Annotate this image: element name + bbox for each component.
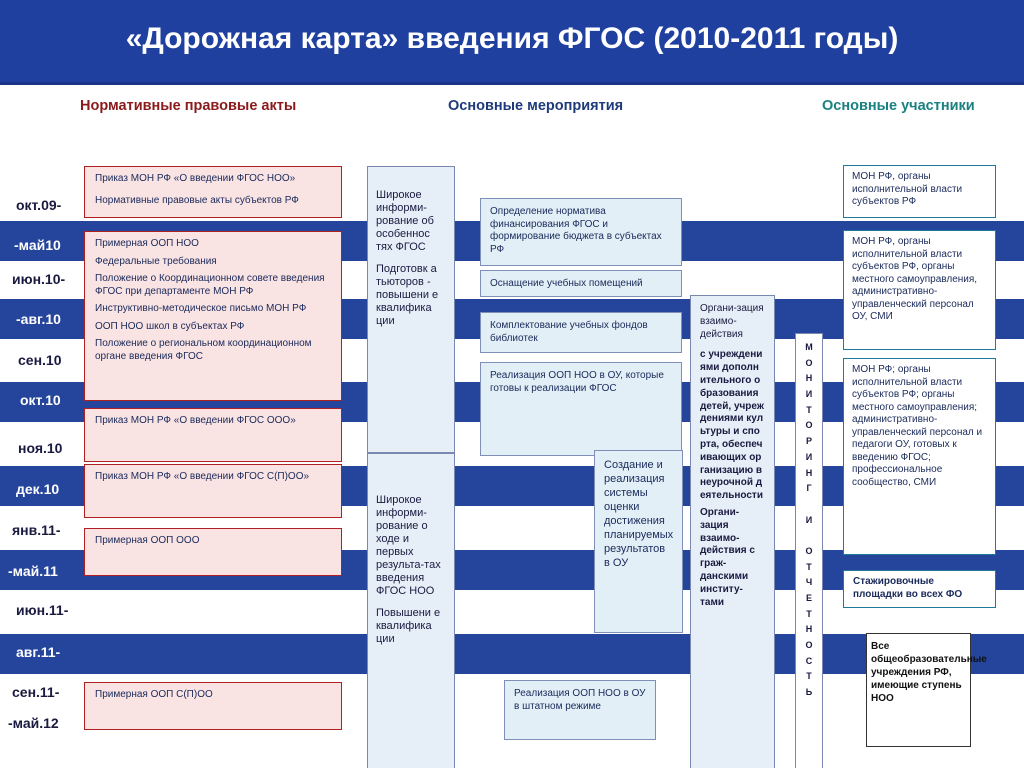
participants-text: Стажировочные площадки во всех ФО xyxy=(853,576,963,600)
info-text: Повышени е квалифика ции xyxy=(376,607,441,645)
monitoring-letter xyxy=(796,528,822,544)
monitoring-letter: И xyxy=(805,451,813,462)
monitoring-letter: Т xyxy=(806,608,812,619)
act-item: Примерная ООП С(П)ОО xyxy=(95,689,213,700)
timeline-date: июн.11- xyxy=(16,602,69,618)
column-header-participants: Основные участники xyxy=(822,98,975,114)
monitoring-letter: Е xyxy=(805,593,812,603)
monitoring-letter: Н xyxy=(805,373,813,384)
monitoring-letter: Ь xyxy=(805,687,813,698)
acts-box-6 xyxy=(84,682,342,730)
act-item: Положение о региональном координационном органе введения ФГОС xyxy=(95,338,312,362)
event-text: Оснащение учебных помещений xyxy=(490,278,643,289)
monitoring-letter: М xyxy=(805,342,813,352)
timeline-date: -май.12 xyxy=(8,715,59,731)
act-item: Приказ МОН РФ «О введении ФГОС ООО» xyxy=(95,415,296,426)
timeline-date: дек.10 xyxy=(16,481,60,497)
timeline-date: авг.11- xyxy=(16,644,61,660)
act-item: ООП НОО школ в субъектах РФ xyxy=(95,320,245,332)
monitoring-letter: И xyxy=(805,514,813,525)
monitoring-letter: Р xyxy=(805,436,812,447)
participants-text: МОН РФ, органы исполнительной власти субъектов РФ xyxy=(852,171,963,207)
info-column-upper xyxy=(367,166,455,453)
act-item: Нормативные правовые акты субъектов РФ xyxy=(95,194,299,206)
act-item: Приказ МОН РФ «О введении ФГОС НОО» xyxy=(95,173,296,184)
info-text: Широкое информи-рование о ходе и первых результа-тах введения ФГОС НОО xyxy=(376,494,441,597)
info-text: Подготовк а тьюторов - повышени е квалифика ции xyxy=(376,263,439,327)
event-text: Комплектование учебных фондов библиотек xyxy=(490,320,648,344)
event-box xyxy=(504,680,656,740)
participants-box-2 xyxy=(843,230,996,350)
monitoring-letter: Н xyxy=(805,624,813,635)
monitoring-letter xyxy=(796,497,822,513)
monitoring-letter: О xyxy=(805,545,813,556)
monitoring-letter: Т xyxy=(806,561,812,572)
acts-box-2 xyxy=(84,231,342,401)
timeline-date: сен.11- xyxy=(12,684,60,700)
monitoring-letter: Т xyxy=(806,671,812,682)
monitoring-letter: Г xyxy=(806,483,812,494)
timeline-date: окт.09- xyxy=(16,197,62,213)
column-header-acts: Нормативные правовые акты xyxy=(80,98,297,114)
column-header-events: Основные мероприятия xyxy=(448,98,624,114)
participants-text: Все общеобразовательные учреждения РФ, имеющие ступень НОО xyxy=(871,641,987,704)
event-box xyxy=(480,198,682,266)
event-box xyxy=(594,450,683,633)
act-item: Примерная ООП НОО xyxy=(95,238,199,249)
participants-box-1 xyxy=(843,165,996,218)
monitoring-text xyxy=(796,334,822,701)
participants-text: МОН РФ, органы исполнительной власти субъектов РФ, органы местного самоуправления, административно-управленческий персонал ОУ, СМИ xyxy=(852,236,978,322)
act-item: Инструктивно-методическое письмо МОН РФ xyxy=(95,303,307,314)
title-bar xyxy=(0,0,1024,85)
info-text: Широкое информи-рование об особеннос тях ФГОС xyxy=(376,189,434,253)
participants-box-4 xyxy=(843,570,996,608)
acts-box-5 xyxy=(84,528,342,576)
timeline-date: янв.11- xyxy=(12,522,61,538)
event-box xyxy=(480,362,682,456)
info-column-lower xyxy=(367,453,455,768)
monitoring-letter: Ч xyxy=(805,577,813,588)
monitoring-letter: С xyxy=(805,655,813,666)
act-item: Положение о Координационном совете введения ФГОС при департаменте МОН РФ xyxy=(95,273,325,297)
acts-box-1 xyxy=(84,166,342,218)
org-text: Органи-зация взаимо-действия с граж-данскими институ-тами xyxy=(700,506,755,608)
organization-column xyxy=(690,295,775,768)
participants-box-3 xyxy=(843,358,996,555)
event-text: Реализация ООП НОО в ОУ, которые готовы к реализации ФГОС xyxy=(490,370,664,394)
acts-box-4 xyxy=(84,464,342,518)
monitoring-letter: И xyxy=(805,389,813,400)
timeline-date: ноя.10 xyxy=(18,440,63,456)
acts-box-3 xyxy=(84,408,342,462)
timeline-date: окт.10 xyxy=(20,392,61,408)
act-item: Приказ МОН РФ «О введении ФГОС С(П)ОО» xyxy=(95,471,310,482)
event-text: Реализация ООП НОО в ОУ в штатном режиме xyxy=(514,688,646,712)
timeline-date: -май.11 xyxy=(8,563,58,579)
event-box xyxy=(480,312,682,353)
page-title: «Дорожная карта» введения ФГОС (2010-2011 годы) xyxy=(125,22,899,55)
act-item: Примерная ООП ООО xyxy=(95,535,200,546)
monitoring-letter: О xyxy=(805,357,813,368)
timeline-date: июн.10- xyxy=(12,271,66,287)
act-item: Федеральные требования xyxy=(95,255,217,267)
monitoring-letter: О xyxy=(805,640,813,651)
participants-box-5 xyxy=(866,633,987,747)
org-text: с учреждениями дополнительного образования детей, учреждениями культуры и спорта, обеспечивающих организацию внеурочной деятельности xyxy=(700,349,764,502)
monitoring-letter: О xyxy=(805,420,813,431)
event-text: Создание и реализация системы оценки достижения планируемых результатов в ОУ xyxy=(604,459,674,569)
timeline-date: -авг.10 xyxy=(16,311,61,327)
participants-text: МОН РФ; органы исполнительной власти субъектов РФ; органы местного самоуправления; административно-управленческий персонал и педагоги ОУ, готовых к введению ФГОС; профессиональное сообщество, СМИ xyxy=(852,364,983,488)
event-box xyxy=(480,270,682,297)
timeline-date: -май10 xyxy=(14,237,61,253)
timeline-date: сен.10 xyxy=(18,352,62,368)
event-text: Определение норматива финансирования ФГОС и формирование бюджета в субъектах РФ xyxy=(490,206,662,255)
monitoring-letter: Н xyxy=(805,467,813,478)
monitoring-column xyxy=(795,333,823,768)
org-text: Органи-зация взаимо-действия xyxy=(700,303,764,340)
monitoring-letter: Т xyxy=(806,404,812,415)
